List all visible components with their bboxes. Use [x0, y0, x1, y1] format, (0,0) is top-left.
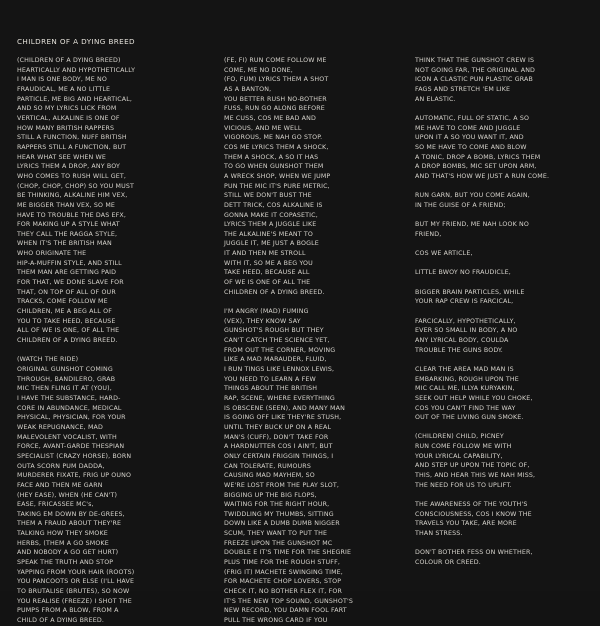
lyric-line: YOU PANCOOTS OR ELSE (I'LL HAVE	[17, 578, 135, 586]
lyric-line: PUN THE MIC IT'S PURE METRIC,	[224, 182, 330, 190]
lyric-line: FAGS AND STRETCH 'EM LIKE	[415, 85, 511, 93]
lyric-line: CLEAR THE AREA MAD MAN IS	[415, 365, 514, 373]
lyric-line: ALL OF WE IS ONE, OF ALL THE	[17, 327, 120, 335]
lyric-line: HOW MANY BRITISH RAPPERS	[17, 124, 115, 132]
lyric-line: (CHILDREN OF A DYING BREED)	[17, 57, 121, 64]
lyric-line: FRAUDICAL, ME A NO LITTLE	[17, 85, 111, 93]
lyric-line: (FE, FI) RUN COME FOLLOW ME	[224, 57, 327, 64]
lyric-line: LYRICS THEM A JUGGLE LIKE	[224, 221, 317, 229]
lyric-line: WHO ORIGINATE THE	[17, 250, 87, 258]
lyric-line: ME CUSS, COS ME BAD AND	[224, 114, 316, 122]
lyric-line: FREEZE UPON THE GUNSHOT MC	[224, 539, 333, 547]
lyric-line: RUN GARN, BUT YOU COME AGAIN,	[415, 192, 530, 200]
lyric-line: CAUSING MAD MAYHEM, SO	[224, 472, 315, 480]
lyric-line: TAKING EM DOWN BY DE-GREES,	[17, 510, 125, 518]
lyric-line: FUSS, RUN GO ALONG BEFORE	[224, 105, 325, 113]
lyric-line: THAT, ON TOP OF ALL OF OUR	[17, 288, 116, 296]
lyric-line: THIS, AND HEAR THIS WE NAH MISS,	[415, 472, 536, 480]
lyric-line: THEY CALL THE RAGGA STYLE,	[17, 230, 118, 238]
lyric-line: YOU BETTER RUSH NO-BOTHER	[224, 95, 327, 103]
lyric-line: TALKING HOW THEY SMOKE	[17, 530, 108, 538]
lyric-line: FRIEND,	[415, 230, 442, 238]
lyric-line: PHYSICAL, PHYSICIAN, FOR YOUR	[17, 414, 126, 422]
lyric-line: CHILDREN OF A DYING BREED.	[224, 288, 325, 296]
lyric-line: NEW RECORD, YOU DAMN FOOL FART	[224, 607, 347, 615]
stanza-gap	[415, 239, 549, 249]
lyric-line: THEM A FRAUD ABOUT THEY'RE	[17, 520, 122, 528]
lyric-line: YOUR RAP CREW IS FARCICAL,	[415, 298, 514, 306]
lyric-line: CHECK IT, NO BOTHER FLEX IT, FOR	[224, 588, 342, 596]
lyric-line: A WRECK SHOP, WHEN WE JUMP	[224, 172, 331, 180]
lyric-line: EASE, FRICASSEE MC's,	[17, 501, 94, 509]
lyric-line: GONNA MAKE IT COPASETIC,	[224, 211, 318, 219]
lyric-line: (FRIG IT) MACHETE SWINGING TIME,	[224, 568, 343, 576]
lyric-line: EVER SO SMALL IN BODY, A NO	[415, 327, 518, 335]
lyric-line: VERTICAL, ALKALINE IS ONE OF	[17, 114, 120, 122]
lyric-line: FACE AND THEN ME GARN	[17, 481, 103, 489]
lyric-line: IT'S THE NEW TOP SOUND, GUNSHOT'S	[224, 597, 354, 605]
lyric-line: RAPPERS STILL A FUNCTION, BUT	[17, 143, 127, 151]
lyric-line: COME, ME NO DONE,	[224, 66, 293, 74]
lyric-line: A TONIC, DROP A BOMB, LYRICS THEM	[415, 153, 541, 161]
lyric-line: EMBARKING, ROUGH UPON THE	[415, 375, 519, 383]
lyric-line: BUT MY FRIEND, ME NAH LOOK NO	[415, 221, 529, 229]
lyric-line: (CHILDREN) CHILD, PICNEY	[415, 433, 504, 441]
lyric-line: WHO COMES TO RUSH WILL GET,	[17, 172, 127, 180]
lyric-line: CHILD OF A DYING BREED.	[17, 617, 104, 625]
lyric-line: COS WE ARTICLE,	[415, 250, 473, 258]
lyric-line: VIGOROUS, ME NAH GO STOP.	[224, 134, 323, 142]
lyric-line: UNTIL THEY BUCK UP ON A REAL	[224, 423, 332, 431]
lyric-line: THE ALKALINE'S MEANT TO	[224, 230, 314, 238]
lyric-line: TO BRUTALISE (BRUTES), SO NOW	[17, 588, 130, 596]
lyric-line: FROM OUT THE CORNER, MOVING	[224, 346, 336, 354]
lyric-line: COLOUR OR CREED.	[415, 558, 481, 566]
stanza-gap	[415, 182, 549, 192]
lyric-line: ONLY CERTAIN FRIGGIN THINGS, I	[224, 452, 334, 460]
lyric-line: MAN'S (CUFF), DON'T TAKE FOR	[224, 433, 329, 441]
lyric-line: CAN TOLERATE, RUMOURS	[224, 462, 311, 470]
lyric-line: THINK THAT THE GUNSHOT CREW IS	[415, 57, 535, 64]
lyric-line: TO GO WHEN GUNSHOT THEM	[224, 163, 324, 171]
lyric-line: A HARDNUTTER COS I AIN'T, BUT	[224, 443, 333, 451]
lyric-line: ICON A CLASTIC PUN PLASTIC GRAB	[415, 76, 533, 84]
stanza-gap	[415, 423, 549, 433]
lyric-line: WEAK REPUGNANCE, MAD	[17, 423, 103, 431]
lyric-line: ANY LYRICAL BODY, COULDA	[415, 336, 509, 344]
lyric-line: STILL WE DON'T BUST THE	[224, 192, 312, 200]
lyric-line: MALEVOLENT VOCALIST, WITH	[17, 433, 117, 441]
lyric-line: THROUGH, BANDILERO, GRAB	[17, 375, 116, 383]
stanza-gap	[415, 278, 549, 288]
lyric-line: (WATCH THE RIDE)	[17, 356, 79, 364]
lyric-line: HAVE TO TROUBLE THE DAS EFX,	[17, 211, 127, 219]
lyric-line: OUT OF THE LIVING GUN SMOKE.	[415, 414, 524, 422]
lyric-line: WITH IT, SO ME A BEG YOU	[224, 259, 313, 267]
lyric-line: VICIOUS, AND ME WELL	[224, 124, 302, 132]
stanza-gap	[415, 210, 549, 220]
lyric-line: COS YOU CAN'T FIND THE WAY	[415, 404, 516, 412]
lyric-line: IN THE GUISE OF A FRIEND;	[415, 201, 506, 209]
stanza-gap	[415, 490, 549, 500]
stanza-gap	[415, 259, 549, 269]
lyrics-column-3	[415, 56, 549, 568]
lyric-line: SEEK OUT HELP WHILE YOU CHOKE,	[415, 394, 533, 402]
lyric-line: LIKE A MAD MARAUDER, FLUID,	[224, 356, 327, 364]
lyric-line: LYRICS THEM A DROP, ANY BOY	[17, 163, 121, 171]
stanza-gap	[415, 355, 549, 365]
lyric-line: THAN STRESS.	[415, 530, 463, 537]
lyric-line: ME HAVE TO COME AND JUGGLE	[415, 124, 521, 132]
lyric-line: A DROP BOMBS, MIC SET UPON ARM,	[415, 163, 537, 171]
lyric-line: TWIDDLING MY THUMBS, SITTING	[224, 510, 334, 518]
lyric-line: SPEAK THE TRUTH AND STOP	[17, 559, 114, 567]
lyric-line: JUGGLE IT, ME JUST A BOGLE	[224, 240, 319, 248]
lyric-line: CONSCIOUSNESS, COS I KNOW THE	[415, 510, 532, 518]
lyric-line: IS GOING OFF LIKE THEY'RE STUSH,	[224, 414, 342, 422]
lyric-line: THE NEED FOR US TO UPLIFT.	[415, 481, 512, 489]
lyric-line: AN ELASTIC.	[415, 95, 456, 103]
lyric-line: UPON IT A SO YOU WANT IT, AND	[415, 134, 524, 142]
lyric-line: DOUBLE E IT'S TIME FOR THE SHEGRIE	[224, 549, 352, 557]
lyric-line: PARTICLE, ME BIG AND HEARTICAL,	[17, 95, 133, 103]
lyric-line: DETT TRICK, COS ALKALINE IS	[224, 201, 323, 209]
lyric-line: AND SO MY LYRICS LICK FROM	[17, 105, 117, 113]
lyric-line: HEARTICALLY AND HYPOTHETICALLY	[17, 66, 136, 74]
lyric-line: I RUN TINGS LIKE LENNOX LEWIS,	[224, 365, 335, 373]
lyric-line: CORE IN ABUNDANCE, MEDICAL	[17, 404, 122, 412]
lyric-line: HERBS, (THEM A GO SMOKE	[17, 539, 109, 547]
lyric-line: RAP, SCENE, WHERE EVERYTHING	[224, 394, 335, 402]
lyric-line: WAITING FOR THE RIGHT HOUR,	[224, 501, 330, 509]
lyric-line: SO ME HAVE TO COME AND BLOW	[415, 143, 527, 151]
lyric-line: GUNSHOT'S ROUGH BUT THEY	[224, 327, 324, 335]
lyric-line: THEM MAN ARE GETTING PAID	[17, 269, 117, 277]
lyric-line: IS OBSCENE (SEEN), AND MANY MAN	[224, 404, 345, 412]
lyric-line: TROUBLE THE GUNS BODY.	[415, 346, 503, 354]
lyric-line: FORCE, AVANT-GARDE THESPIAN	[17, 443, 125, 451]
lyric-line: ME BIGGER THAN VEX, SO ME	[17, 201, 116, 209]
lyric-line: CHILDREN, ME A BEG ALL OF	[17, 308, 112, 316]
stanza-gap	[415, 104, 549, 114]
lyric-line: I MAN IS ONE BODY, ME NO	[17, 76, 108, 84]
lyric-line: AND THAT'S HOW WE JUST A RUN COME.	[415, 172, 550, 180]
lyric-line: MIC CALL ME, ILLYA KURYAKIN,	[415, 385, 515, 393]
lyric-line: THINGS ABOUT THE BRITISH	[224, 385, 318, 393]
lyrics-column-1	[17, 56, 135, 626]
lyric-line: WE'RE LOST FROM THE PLAY SLOT,	[224, 481, 340, 489]
lyric-line: HIP-A-MUFFIN STYLE, AND STILL	[17, 259, 122, 267]
lyric-line: BIGGING UP THE BIG FLOPS,	[224, 491, 317, 499]
lyric-line: PULL THE WRONG CARD IF YOU	[224, 617, 328, 625]
lyric-line: I'M ANGRY (MAD) FUMING	[224, 308, 309, 316]
lyric-line: TRACKS, COME FOLLOW ME	[17, 298, 108, 306]
lyric-line: MIC THEN FLING IT AT (YOU),	[17, 385, 112, 393]
lyric-line: IT AND THEN ME STROLL	[224, 250, 306, 258]
lyric-line: FOR THAT, WE DONE SLAVE FOR	[17, 279, 124, 287]
lyric-line: OF WE IS ONE OF ALL THE	[224, 279, 311, 287]
lyric-line: CAN'T CATCH THE SCIENCE YET,	[224, 337, 330, 345]
lyric-line: PLUS TIME FOR THE ROUGH STUFF,	[224, 559, 340, 567]
lyric-line: (CHOP, CHOP, CHOP) SO YOU MUST	[17, 182, 134, 190]
lyric-line: FOR MACHETE CHOP LOVERS, STOP	[224, 578, 342, 586]
lyric-line: HEAR WHAT SEE WHEN WE	[17, 153, 106, 161]
lyric-line: AS A BANTON,	[224, 85, 272, 93]
lyric-line: AUTOMATIC, FULL OF STATIC, A SO	[415, 114, 530, 122]
lyric-line: AND NOBODY A GO GET HURT)	[17, 549, 119, 557]
lyric-line: (VEX), THEY KNOW SAY	[224, 317, 301, 325]
lyric-line: OUTA SCORN PUM DADDA,	[17, 462, 105, 470]
lyric-line: SCUM, THEY WANT TO PUT THE	[224, 530, 328, 538]
stanza-gap	[415, 539, 549, 549]
lyrics-column-2	[224, 56, 353, 626]
lyric-line: YOU NEED TO LEARN A FEW	[224, 375, 316, 383]
lyric-line: ORIGINAL GUNSHOT COMING	[17, 365, 113, 373]
lyric-line: PUMPS FROM A BLOW, FROM A	[17, 607, 119, 615]
lyric-line: (HEY EASE), WHEN (HE CAN'T)	[17, 491, 118, 499]
lyric-line: THEM A SHOCK, A SO IT HAS	[224, 153, 319, 161]
lyric-line: MURDERER FIXATE, FRIG UP OUNO	[17, 472, 132, 480]
stanza-gap	[415, 307, 549, 317]
lyric-line: YAPPING FROM YOUR HAIR (ROOTS)	[17, 568, 135, 576]
lyric-line: TAKE HEED, BECAUSE ALL	[224, 269, 310, 277]
lyric-line: THE AWARENESS OF THE YOUTH'S	[415, 501, 528, 509]
stanza-gap	[224, 297, 353, 307]
lyric-line: CHILDREN OF A DYING BREED.	[17, 337, 118, 345]
lyric-line: RUN COME FOLLOW ME WITH	[415, 443, 512, 451]
lyric-line: TRAVELS YOU TAKE, ARE MORE	[415, 520, 517, 528]
lyric-line: COS ME LYRICS THEM A SHOCK,	[224, 143, 329, 151]
lyric-line: BE THINKING, ALKALINE HIM VEX,	[17, 192, 128, 200]
lyric-line: DON'T BOTHER FESS ON WHETHER,	[415, 549, 533, 557]
lyric-line: DOWN LIKE A DUMB DUMB NIGGER	[224, 520, 340, 528]
lyric-line: AND STEP UP UPON THE TOPIC OF,	[415, 462, 530, 470]
stanza-gap	[17, 346, 135, 356]
lyric-line: YOU TO TAKE HEED, BECAUSE	[17, 317, 116, 325]
lyric-line: (FO, FUM) LYRICS THEM A SHOT	[224, 76, 329, 84]
song-title: CHILDREN OF A DYING BREED	[17, 37, 135, 46]
lyric-line: NOT GOING FAR, THE ORIGINAL AND	[415, 66, 536, 74]
lyric-line: WHEN IT'S THE BRITISH MAN	[17, 240, 112, 248]
lyric-line: SPECIALIST (CRAZY HORSE), BORN	[17, 452, 132, 460]
lyric-line: BIGGER BRAIN PARTICLES, WHILE	[415, 288, 525, 296]
lyric-line: STILL A FUNCTION, NUFF BRITISH	[17, 134, 127, 142]
lyric-line: FARCICALLY, HYPOTHETICALLY,	[415, 317, 516, 325]
lyric-line: LITTLE BWOY NO FRAUDICLE,	[415, 269, 511, 277]
lyric-line: I HAVE THE SUBSTANCE, HARD-	[17, 394, 121, 402]
lyric-line: YOUR LYRICAL CAPABILITY,	[415, 452, 503, 460]
lyric-line: YOU REALISE (FREEZE) I SHOT THE	[17, 597, 132, 605]
lyric-line: FOR MAKING UP A STYLE WHAT	[17, 221, 120, 229]
